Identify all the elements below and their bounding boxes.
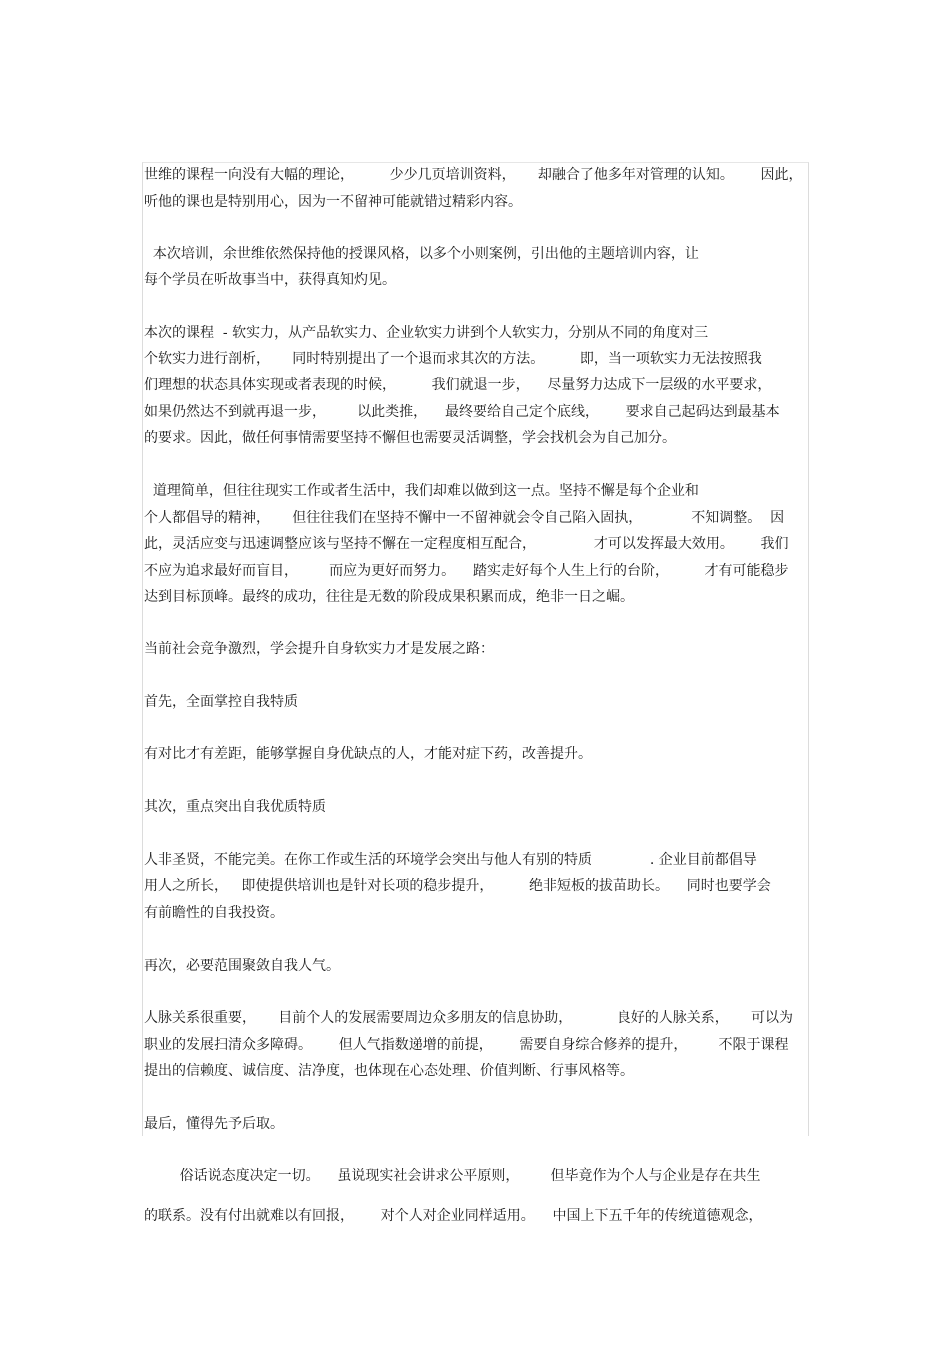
text-line: 达到目标顶峰。最终的成功，往往是无数的阶段成果积累而成，绝非一日之崛。 [144,589,634,605]
text-line: 不应为追求最好而盲目， 而应为更好而努力。 踏实走好每个人生上行的台阶， 才有可能稳步 [144,563,789,579]
text-line: 本次的课程 - 软实力，从产品软实力、企业软实力讲到个人软实力，分别从不同的角度对三 [144,325,709,341]
text-line: 俗话说态度决定一切。 虽说现实社会讲求公平原则， 但毕竟作为个人与企业是存在共生 [144,1168,761,1184]
text-line: 听他的课也是特别用心，因为一不留神可能就错过精彩内容。 [144,194,522,210]
text-line: 每个学员在听故事当中，获得真知灼见。 [144,272,396,288]
text-line: 人非圣贤，不能完美。在你工作或生活的环境学会突出与他人有别的特质 . 企业目前都倡导 [144,852,757,868]
text-line: 提出的信赖度、诚信度、洁净度，也体现在心态处理、价值判断、行事风格等。 [144,1063,634,1079]
text-line: 当前社会竞争激烈，学会提升自身软实力才是发展之路： [144,641,494,657]
text-line: 道理简单，但往往现实工作或者生活中，我们却难以做到这一点。坚持不懈是每个企业和 [144,483,699,499]
text-line: 本次培训，余世维依然保持他的授课风格，以多个小则案例，引出他的主题培训内容，让 [144,246,699,262]
text-line: 有对比才有差距，能够掌握自身优缺点的人，才能对症下药，改善提升。 [144,746,592,762]
text-line: 首先，全面掌控自我特质 [144,694,298,710]
text-line: 其次，重点突出自我优质特质 [144,799,326,815]
text-line: 再次，必要范围聚敛自我人气。 [144,958,340,974]
text-line: 世维的课程一向没有大幅的理论， 少少几页培训资料， 却融合了他多年对管理的认知。 因此， [144,167,803,183]
text-line: 用人之所长， 即使提供培训也是针对长项的稳步提升， 绝非短板的拔苗助长。 同时也要学会 [144,878,771,894]
text-line: 最后，懂得先予后取。 [144,1116,284,1132]
text-line: 的联系。没有付出就难以有回报， 对个人对企业同样适用。 中国上下五千年的传统道德观念， [144,1208,763,1224]
text-line: 们理想的状态具体实现或者表现的时候， 我们就退一步， 尽量努力达成下一层级的水平要求， [144,377,772,393]
text-line: 个人都倡导的精神， 但往往我们在坚持不懈中一不留神就会令自己陷入固执， 不知调整。 因 [144,510,785,526]
text-line: 个软实力进行剖析， 同时特别提出了一个退而求其次的方法。 即，当一项软实力无法按照我 [144,351,762,367]
text-line: 如果仍然达不到就再退一步， 以此类推， 最终要给自己定个底线， 要求自己起码达到最基本 [144,404,780,420]
text-line: 的要求。因此，做任何事情需要坚持不懈但也需要灵活调整，学会找机会为自己加分。 [144,430,676,446]
text-line: 人脉关系很重要， 目前个人的发展需要周边众多朋友的信息协助， 良好的人脉关系， 可以为 [144,1010,794,1026]
text-line: 此，灵活应变与迅速调整应该与坚持不懈在一定程度相互配合， 才可以发挥最大效用。 我们 [144,536,789,552]
text-line: 职业的发展扫清众多障碍。 但人气指数递增的前提， 需要自身综合修养的提升， 不限于课程 [144,1037,789,1053]
text-line: 有前瞻性的自我投资。 [144,905,284,921]
